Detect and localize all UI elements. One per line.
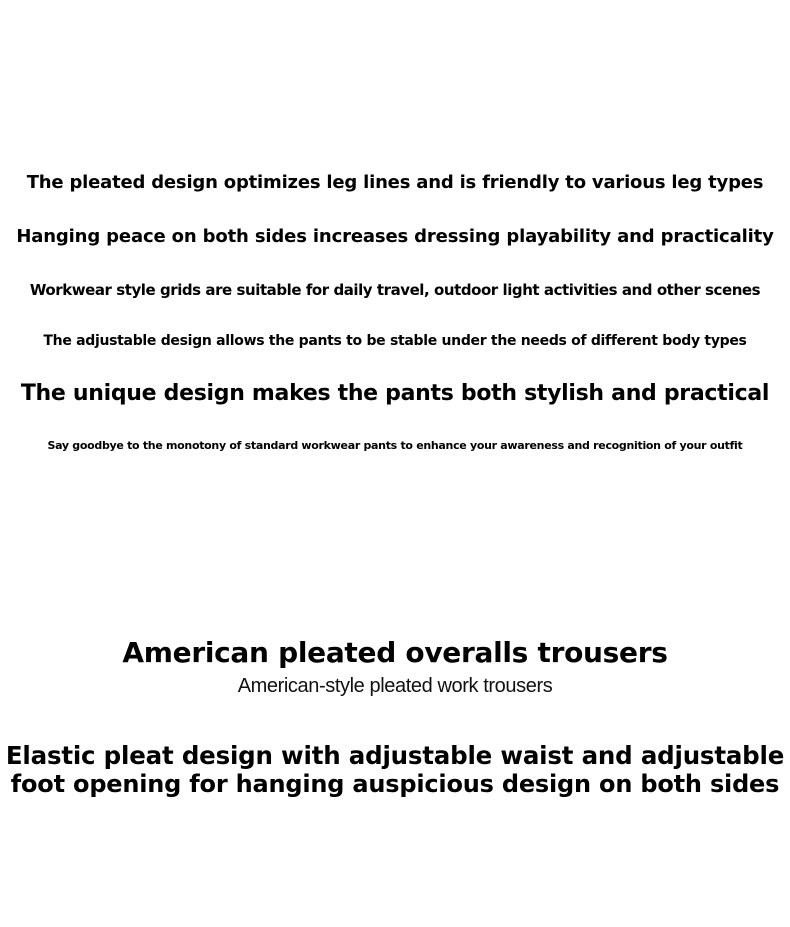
product-subtitle: American-style pleated work trousers <box>237 675 553 697</box>
description-line: Elastic pleat design with adjustable waist and adjustable <box>5 741 785 770</box>
description-line: foot opening for hanging auspicious design on both sides <box>10 770 780 798</box>
feature-line: The unique design makes the pants both stylish and practical <box>20 381 770 406</box>
feature-line: Say goodbye to the monotony of standard workwear pants to enhance your awareness and recognition of your outfit <box>47 439 743 452</box>
product-title: American pleated overalls trousers <box>122 636 668 669</box>
feature-line: Workwear style grids are suitable for daily travel, outdoor light activities and other scenes <box>29 281 761 299</box>
feature-line: The adjustable design allows the pants to be stable under the needs of different body types <box>43 333 747 349</box>
feature-line: The pleated design optimizes leg lines and is friendly to various leg types <box>26 172 764 193</box>
feature-line: Hanging peace on both sides increases dressing playability and practicality <box>16 226 774 247</box>
